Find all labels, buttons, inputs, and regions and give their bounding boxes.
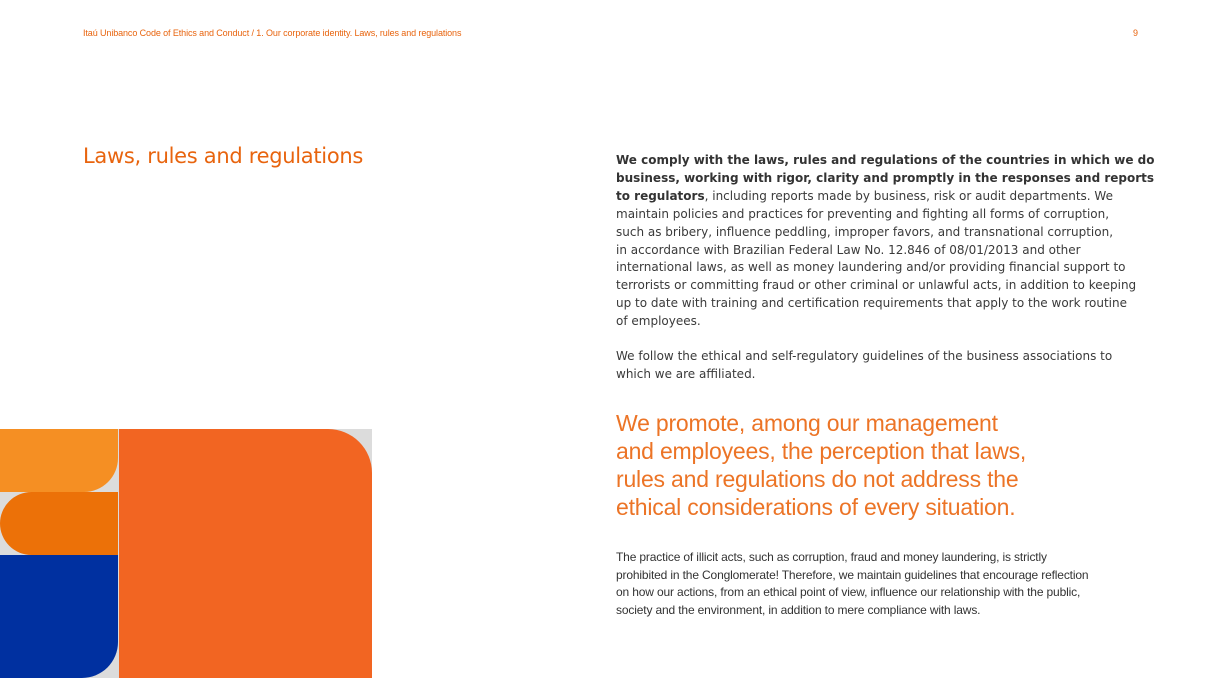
bold-line: business, working with rigor, clarity and promptly in the responses and reports bbox=[616, 170, 1155, 185]
paragraph-self-regulation bbox=[616, 348, 1112, 384]
orange-light-shape bbox=[0, 429, 118, 492]
text-line: society and the environment, in addition to mere compliance with laws. bbox=[616, 603, 981, 618]
text-line: which we are affiliated. bbox=[616, 366, 756, 381]
orange-large-shape bbox=[119, 429, 372, 678]
quote-line: rules and regulations do not address the bbox=[616, 466, 1019, 492]
text-line: We follow the ethical and self-regulatory guidelines of the business associations to bbox=[616, 349, 1113, 363]
decorative-brand-graphic bbox=[0, 429, 372, 678]
text-line: in accordance with Brazilian Federal Law No. 12.846 of 08/01/2013 and other bbox=[616, 242, 1081, 257]
quote-line: ethical considerations of every situation. bbox=[616, 494, 1016, 520]
text-line: , including reports made by business, risk or audit departments. We bbox=[704, 188, 1113, 203]
bold-line: We comply with the laws, rules and regulations of the countries in which we do bbox=[616, 153, 1155, 167]
section-title: Laws, rules and regulations bbox=[83, 144, 364, 168]
text-line: of employees. bbox=[616, 314, 701, 329]
quote-line: We promote, among our management bbox=[616, 410, 998, 436]
orange-dark-shape bbox=[0, 492, 118, 555]
text-line: international laws, as well as money laundering and/or providing financial support to bbox=[616, 260, 1126, 275]
page-number: 9 bbox=[1132, 28, 1138, 38]
text-line: prohibited in the Conglomerate! Therefore, we maintain guidelines that encourage reflection bbox=[616, 567, 1089, 582]
text-line: such as bribery, influence peddling, improper favors, and transnational corruption, bbox=[616, 224, 1114, 239]
text-line: maintain policies and practices for preventing and fighting all forms of corruption, bbox=[616, 206, 1110, 221]
bold-line: to regulators bbox=[616, 188, 705, 203]
text-line: terrorists or committing fraud or other criminal or unlawful acts, in addition to keeping bbox=[616, 278, 1137, 293]
text-line: up to date with training and certification requirements that apply to the work routine bbox=[616, 296, 1128, 311]
blue-shape bbox=[0, 555, 118, 678]
running-header: Itaú Unibanco Code of Ethics and Conduct / 1. Our corporate identity. Laws, rules and regulations bbox=[83, 28, 462, 38]
quote-line: and employees, the perception that laws, bbox=[616, 438, 1027, 464]
paragraph-compliance bbox=[616, 152, 1154, 331]
text-line: on how our actions, from an ethical point of view, influence our relationship with the public, bbox=[616, 585, 1081, 600]
text-line: The practice of illicit acts, such as corruption, fraud and money laundering, is strictly bbox=[616, 550, 1047, 564]
pull-quote bbox=[616, 409, 1026, 521]
paragraph-illicit-acts bbox=[616, 549, 1088, 620]
